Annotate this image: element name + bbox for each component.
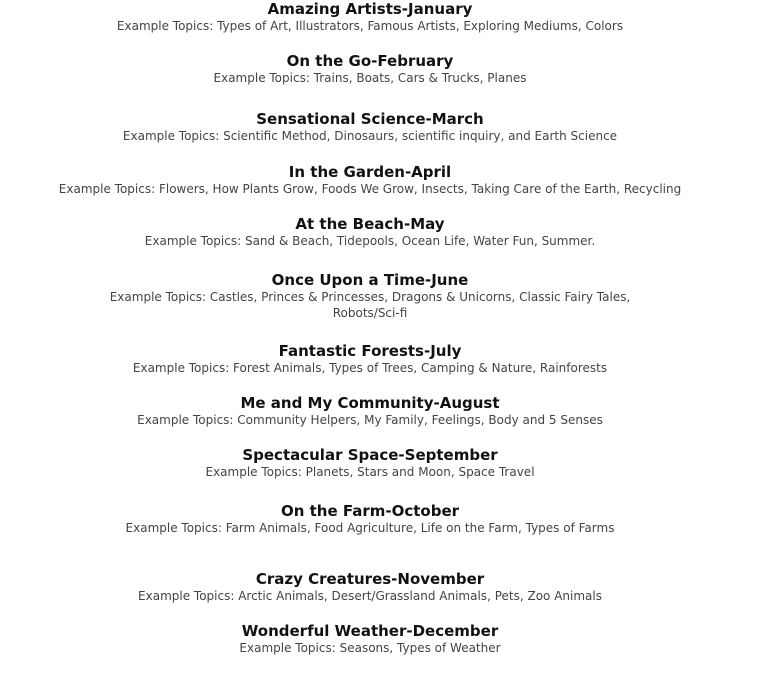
theme-june (0, 271, 740, 321)
theme-title: Wonderful Weather-December (241, 622, 499, 640)
theme-title: Sensational Science-March (256, 110, 484, 128)
theme-september (0, 446, 740, 480)
theme-topics: Example Topics: Sand & Beach, Tidepools, Ocean Life, Water Fun, Summer. (144, 234, 596, 248)
theme-topics: Example Topics: Community Helpers, My Family, Feelings, Body and 5 Senses (137, 413, 603, 427)
theme-topics: Example Topics: Castles, Princes & Princesses, Dragons & Unicorns, Classic Fairy Tales, Robots/Sci-fi (109, 290, 631, 320)
theme-march (0, 110, 740, 144)
theme-topics: Example Topics: Forest Animals, Types of Trees, Camping & Nature, Rainforests (132, 361, 608, 375)
theme-topics: Example Topics: Types of Art, Illustrators, Famous Artists, Exploring Mediums, Colors (116, 19, 624, 33)
theme-october (0, 502, 740, 536)
theme-may (0, 215, 740, 249)
theme-title: On the Go-February (286, 52, 454, 70)
theme-title: In the Garden-April (288, 163, 452, 181)
theme-topics: Example Topics: Scientific Method, Dinosaurs, scientific inquiry, and Earth Science (122, 129, 618, 143)
theme-topics: Example Topics: Farm Animals, Food Agriculture, Life on the Farm, Types of Farms (125, 521, 615, 535)
theme-topics: Example Topics: Flowers, How Plants Grow, Foods We Grow, Insects, Taking Care of the Earth, Recycling (58, 182, 682, 196)
theme-topics: Example Topics: Trains, Boats, Cars & Trucks, Planes (213, 71, 527, 85)
theme-title: Once Upon a Time-June (271, 271, 469, 289)
theme-topics: Example Topics: Arctic Animals, Desert/Grassland Animals, Pets, Zoo Animals (138, 589, 602, 603)
theme-title: Me and My Community-August (240, 394, 500, 412)
theme-april (0, 163, 740, 197)
theme-topics: Example Topics: Seasons, Types of Weather (239, 641, 501, 655)
theme-july (0, 342, 740, 376)
theme-august (0, 394, 740, 428)
theme-title: At the Beach-May (295, 215, 445, 233)
theme-title: Crazy Creatures-November (255, 570, 485, 588)
theme-february (0, 52, 740, 86)
theme-title: Amazing Artists-January (267, 0, 473, 18)
theme-title: On the Farm-October (280, 502, 460, 520)
theme-november (0, 570, 740, 604)
theme-title: Spectacular Space-September (242, 446, 498, 464)
theme-january (0, 0, 740, 34)
theme-december (0, 622, 740, 656)
theme-title: Fantastic Forests-July (278, 342, 462, 360)
theme-topics: Example Topics: Planets, Stars and Moon, Space Travel (205, 465, 535, 479)
